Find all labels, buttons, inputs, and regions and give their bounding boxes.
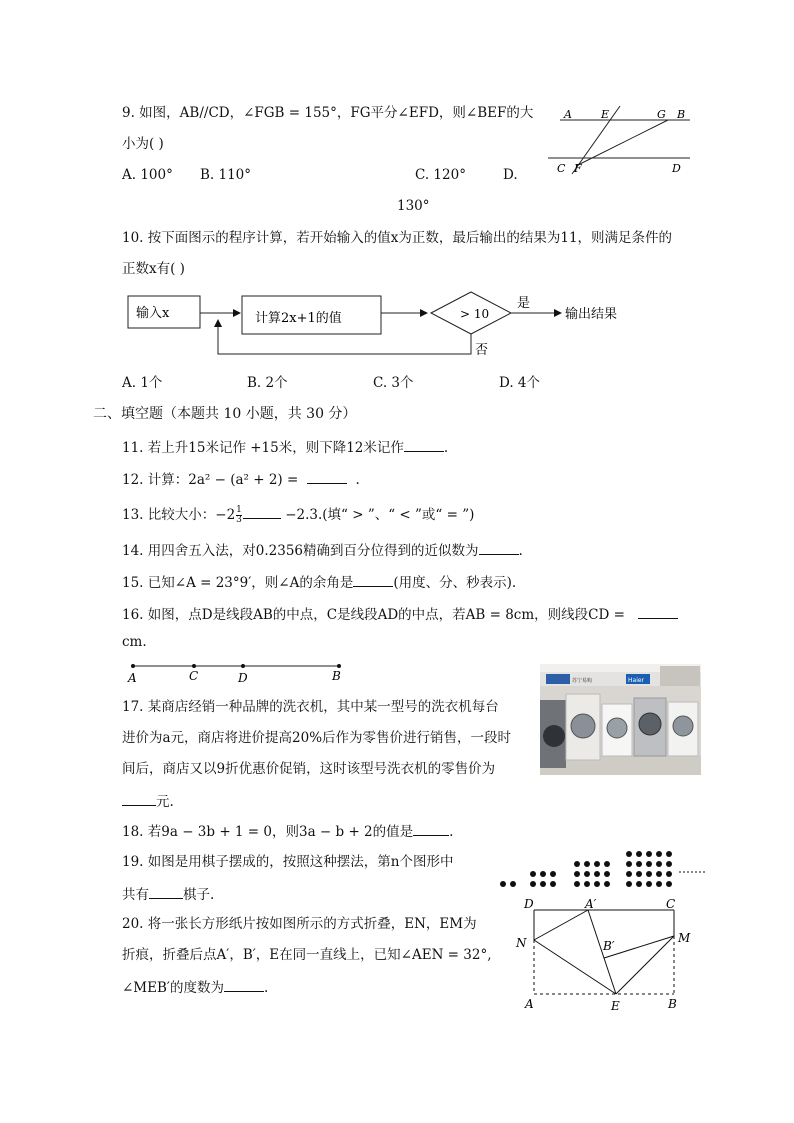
q19-line2 xyxy=(122,884,214,904)
q16-line1 xyxy=(122,604,678,624)
q19-line1: 19. 如图是用棋子摆成的，按照这种摆法，第n个图形中 xyxy=(122,854,454,870)
q10-option-c: C. 3个 xyxy=(373,375,414,391)
q10-flowchart xyxy=(125,290,645,358)
flow-input-label: 输入x xyxy=(136,306,170,321)
q16-label-c: C xyxy=(189,669,199,683)
q9-option-a: A. 100° xyxy=(122,167,173,183)
q17-line4 xyxy=(122,791,174,811)
q15 xyxy=(122,572,516,592)
q20-label-b: B xyxy=(668,997,677,1011)
q9-option-d-value: 130° xyxy=(397,198,430,214)
q20-answer-blank[interactable] xyxy=(224,977,264,992)
q12-text: 12. 计算：2a² − (a² + 2) = xyxy=(122,472,299,488)
q20-text: ∠MEB′的度数为 xyxy=(122,980,224,996)
q11-answer-blank[interactable] xyxy=(404,437,444,452)
q18: 18. 若9a − 3b + 1 = 0，则3a − b + 2的值是 . xyxy=(122,821,453,841)
q20-label-a-prime: A′ xyxy=(585,897,597,911)
q16-text: 16. 如图，点D是线段AB的中点，C是线段AD的中点，若AB = 8cm，则线段CD = xyxy=(122,607,625,623)
q17-answer-blank[interactable] xyxy=(122,791,156,806)
q9-label-a: A xyxy=(564,108,572,121)
q9-label-d: D xyxy=(672,162,681,175)
q13-frac-den: 3 xyxy=(236,515,242,525)
q12: 12. 计算：2a² − (a² + 2) = . xyxy=(122,469,360,489)
flow-yes-label: 是 xyxy=(517,296,531,311)
q14-answer-blank[interactable] xyxy=(479,540,519,555)
flow-no-label: 否 xyxy=(475,343,489,358)
q20-label-e: E xyxy=(611,999,620,1013)
q10-line2: 正数x有( ) xyxy=(122,261,185,277)
q16-label-a: A xyxy=(128,671,137,685)
q18-answer-blank[interactable] xyxy=(413,821,449,836)
q11: 11. 若上升15米记作 +15米，则下降12米记作 . xyxy=(122,437,448,457)
q10-line1: 10. 按下面图示的程序计算，若开始输入的值x为正数，最后输出的结果为11，则满足条件的 xyxy=(122,230,673,246)
q20-label-c: C xyxy=(666,897,676,911)
washing-machine-photo xyxy=(540,664,701,775)
photo-brand-right: Haier xyxy=(628,677,645,684)
flow-condition-label: > 10 xyxy=(460,307,490,321)
q9-label-f: F xyxy=(574,162,582,175)
q9-label-e: E xyxy=(601,108,610,121)
q13-answer-blank[interactable] xyxy=(243,504,281,519)
q20-label-a: A xyxy=(525,997,534,1011)
q9-option-b: B. 110° xyxy=(200,167,252,183)
q9-option-d: D. xyxy=(503,167,518,183)
q19-text-post: 棋子. xyxy=(183,887,215,903)
q19-answer-blank[interactable] xyxy=(149,884,183,899)
q20-label-b-prime: B′ xyxy=(603,939,615,953)
q20-label-m: M xyxy=(678,931,691,945)
q17-line1: 17. 某商店经销一种品牌的洗衣机，其中某一型号的洗衣机每台 xyxy=(122,699,499,715)
q9-figure xyxy=(540,100,700,182)
q16-line2: cm. xyxy=(122,634,147,650)
q18-text: 18. 若9a − 3b + 1 = 0，则3a − b + 2的值是 xyxy=(122,824,414,840)
q13-frac-num: 1 xyxy=(236,505,242,515)
q13-text-post: −2.3.(填“ > ”、“ < ”或“ = ”) xyxy=(285,507,475,523)
q15-answer-blank[interactable] xyxy=(353,572,393,587)
q14: 14. 用四舍五入法，对0.2356精确到百分位得到的近似数为 . xyxy=(122,540,523,560)
q15-text-pre: 15. 已知∠A = 23°9′，则∠A的余角是 xyxy=(122,575,354,591)
q10-option-b: B. 2个 xyxy=(247,375,288,391)
photo-brand-left: 苏宁易购 xyxy=(572,678,593,684)
q20-line3: ∠MEB′的度数为 . xyxy=(122,977,268,997)
q17-line3: 间后，商店又以9折优惠价促销，这时该型号洗衣机的零售价为 xyxy=(122,761,496,777)
q10-option-a: A. 1个 xyxy=(122,375,163,391)
q16-label-d: D xyxy=(238,671,248,685)
q9-label-c: C xyxy=(557,162,566,175)
q16-label-b: B xyxy=(332,669,341,683)
q20-fold-figure xyxy=(508,894,708,1016)
q17-line2: 进价为a元，商店将进价提高20%后作为零售价进行销售，一段时 xyxy=(122,730,512,746)
q9-label-g: G xyxy=(657,108,666,121)
flow-compute-label: 计算2x+1的值 xyxy=(255,311,342,326)
q13-text-pre: 13. 比较大小：−2 xyxy=(122,507,236,523)
q19-dot-pattern xyxy=(495,846,707,892)
q12-answer-blank[interactable] xyxy=(307,469,347,484)
q20-line2: 折痕，折叠后点A′，B′，E在同一直线上，已知∠AEN = 32°, xyxy=(122,947,492,963)
q16-segment-figure xyxy=(125,660,355,686)
q11-text: 11. 若上升15米记作 +15米，则下降12米记作 xyxy=(122,440,404,456)
q10-option-d: D. 4个 xyxy=(499,375,541,391)
q20-label-d: D xyxy=(524,897,534,911)
q19-text-pre: 共有 xyxy=(122,887,149,903)
q9-line2: 小为( ) xyxy=(122,136,164,152)
q13 xyxy=(122,504,474,525)
q20-line1: 20. 将一张长方形纸片按如图所示的方式折叠，EN，EM为 xyxy=(122,916,477,932)
q9-label-b: B xyxy=(677,108,686,121)
q20-label-n: N xyxy=(516,936,527,950)
q16-answer-blank[interactable] xyxy=(638,604,678,619)
q14-text: 14. 用四舍五入法，对0.2356精确到百分位得到的近似数为 xyxy=(122,543,479,559)
q17-unit: 元. xyxy=(156,794,174,810)
section-2-heading: 二、填空题（本题共 10 小题，共 30 分） xyxy=(93,406,357,422)
flow-output-label: 输出结果 xyxy=(565,307,618,322)
q9-option-c: C. 120° xyxy=(415,167,466,183)
q15-text-post: (用度、分、秒表示). xyxy=(393,575,517,591)
q9-line1: 9. 如图，AB//CD，∠FGB = 155°，FG平分∠EFD，则∠BEF的大 xyxy=(122,105,534,121)
